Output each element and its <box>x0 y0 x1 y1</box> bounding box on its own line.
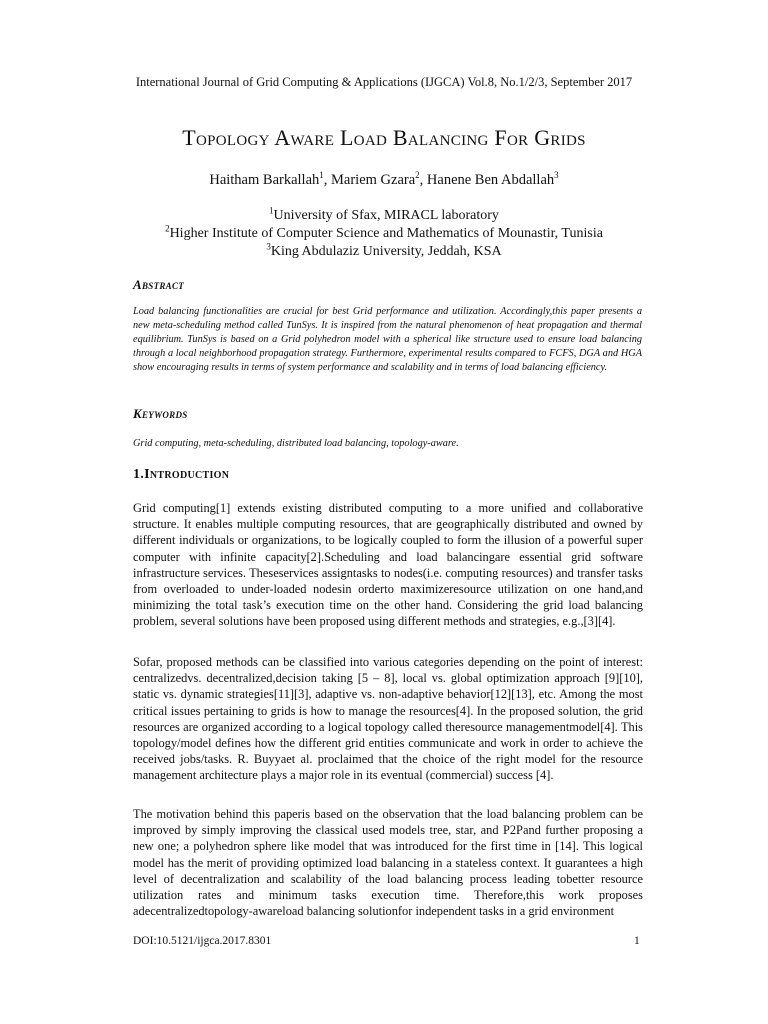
journal-header: International Journal of Grid Computing & Applications (IJGCA) Vol.8, No.1/2/3, September 2017 <box>135 75 633 89</box>
author-list <box>0 172 768 189</box>
page-number: 1 <box>634 935 640 947</box>
author-sup: 2 <box>415 170 420 181</box>
author-sup: 1 <box>319 170 324 181</box>
affiliation-sup: 3 <box>266 241 271 252</box>
affiliation-sup: 2 <box>165 223 170 234</box>
affiliation-text: Higher Institute of Computer Science and Mathematics of Mounastir, Tunisia <box>169 226 603 241</box>
author-sep: , <box>323 172 332 188</box>
abstract-heading: Abstract <box>133 277 185 292</box>
body-paragraph: Grid computing[1] extends existing distributed computing to a more unified and collaborative structure. It enables multiple computing resources, that are geographically distributed and owned by different individuals or organizations, to be logically coupled to form the illusion of a powerful super computer with infinite capacity[2].Scheduling and load balancingare essential grid software infrastructure services. Theseservices assigntasks to nodes(i.e. computing resources) and transfer tasks from overloaded to under-loaded nodesin orderto maximizeresource utilization on one hand,and minimizing the total task’s execution time on the other hand. Considering the grid load balancing problem, several solutions have been proposed using different methods and strategies, e.g.,[3][4]. <box>133 501 643 629</box>
author-sup: 3 <box>554 170 559 181</box>
affiliation <box>0 207 768 225</box>
body-paragraph: The motivation behind this paperis based on the observation that the load balancing problem can be improved by simply improving the classical used models tree, star, and P2Pand further proposing a new one; a polyhedron sphere like model that was introduced for the first time in [14]. This logical model has the merit of providing optimized load balancing in a stateless context. It guarantees a high level of decentralization and scalability of the load balancing process leading tobetter resource utilization rates and minimum tasks execution time. Therefore,this work proposes adecentralizedtopology-awareload balancing solutionfor independent tasks in a grid environment <box>133 807 643 919</box>
affiliation-list <box>0 207 768 261</box>
body-paragraph: Sofar, proposed methods can be classified into various categories depending on the point of interest: centralizedvs. decentralized,decision taking [5 – 8], local vs. global optimization approach [9][10], static vs. dynamic strategies[11][3], adaptive vs. non-adaptive behavior[12][13], etc. Among the most critical issues pertaining to grids is how to manage the resources[4]. In the proposed solution, the grid resources are organized according to a logical topology called theresource managementmodel[4]. This topology/model defines how the different grid entities communicate and work in order to achieve the received jobs/tasks. R. Buyyaet al. proclaimed that the choice of the right model for the resource management architecture plays a major role in its eventual (commercial) success [4]. <box>133 655 643 783</box>
author-sep: , <box>419 172 427 188</box>
introduction-heading: 1.Introduction <box>133 467 230 482</box>
affiliation-sup: 1 <box>269 205 274 216</box>
affiliation-text: King Abdulaziz University, Jeddah, KSA <box>270 244 502 259</box>
paper-title: Topology Aware Load Balancing For Grids <box>182 125 586 150</box>
affiliation <box>0 243 768 261</box>
author-name: Mariem Gzara <box>331 172 416 188</box>
abstract-text: Load balancing functionalities are crucial for best Grid performance and utilization. Accordingly,this paper presents a new meta-scheduling method called TunSys. It is inspired from the natural phenomenon of heat propagation and thermal equilibrium. TunSys is based on a Grid polyhedron model with a spherical like structure used to ensure load balancing through a local neighborhood propagation strategy. Furthermore, experimental results compared to FCFS, DGA and HGA show encouraging results in terms of system performance and scalability and in terms of load balancing efficiency. <box>133 306 642 373</box>
author-name: Hanene Ben Abdallah <box>426 172 555 188</box>
affiliation-text: University of Sfax, MIRACL laboratory <box>273 208 499 223</box>
author-name: Haitham Barkallah <box>209 172 320 188</box>
keywords-heading: Keywords <box>133 406 188 421</box>
affiliation <box>0 225 768 243</box>
doi-footer: DOI:10.5121/ijgca.2017.8301 <box>133 935 272 947</box>
keywords-text: Grid computing, meta-scheduling, distributed load balancing, topology-aware. <box>133 438 459 449</box>
